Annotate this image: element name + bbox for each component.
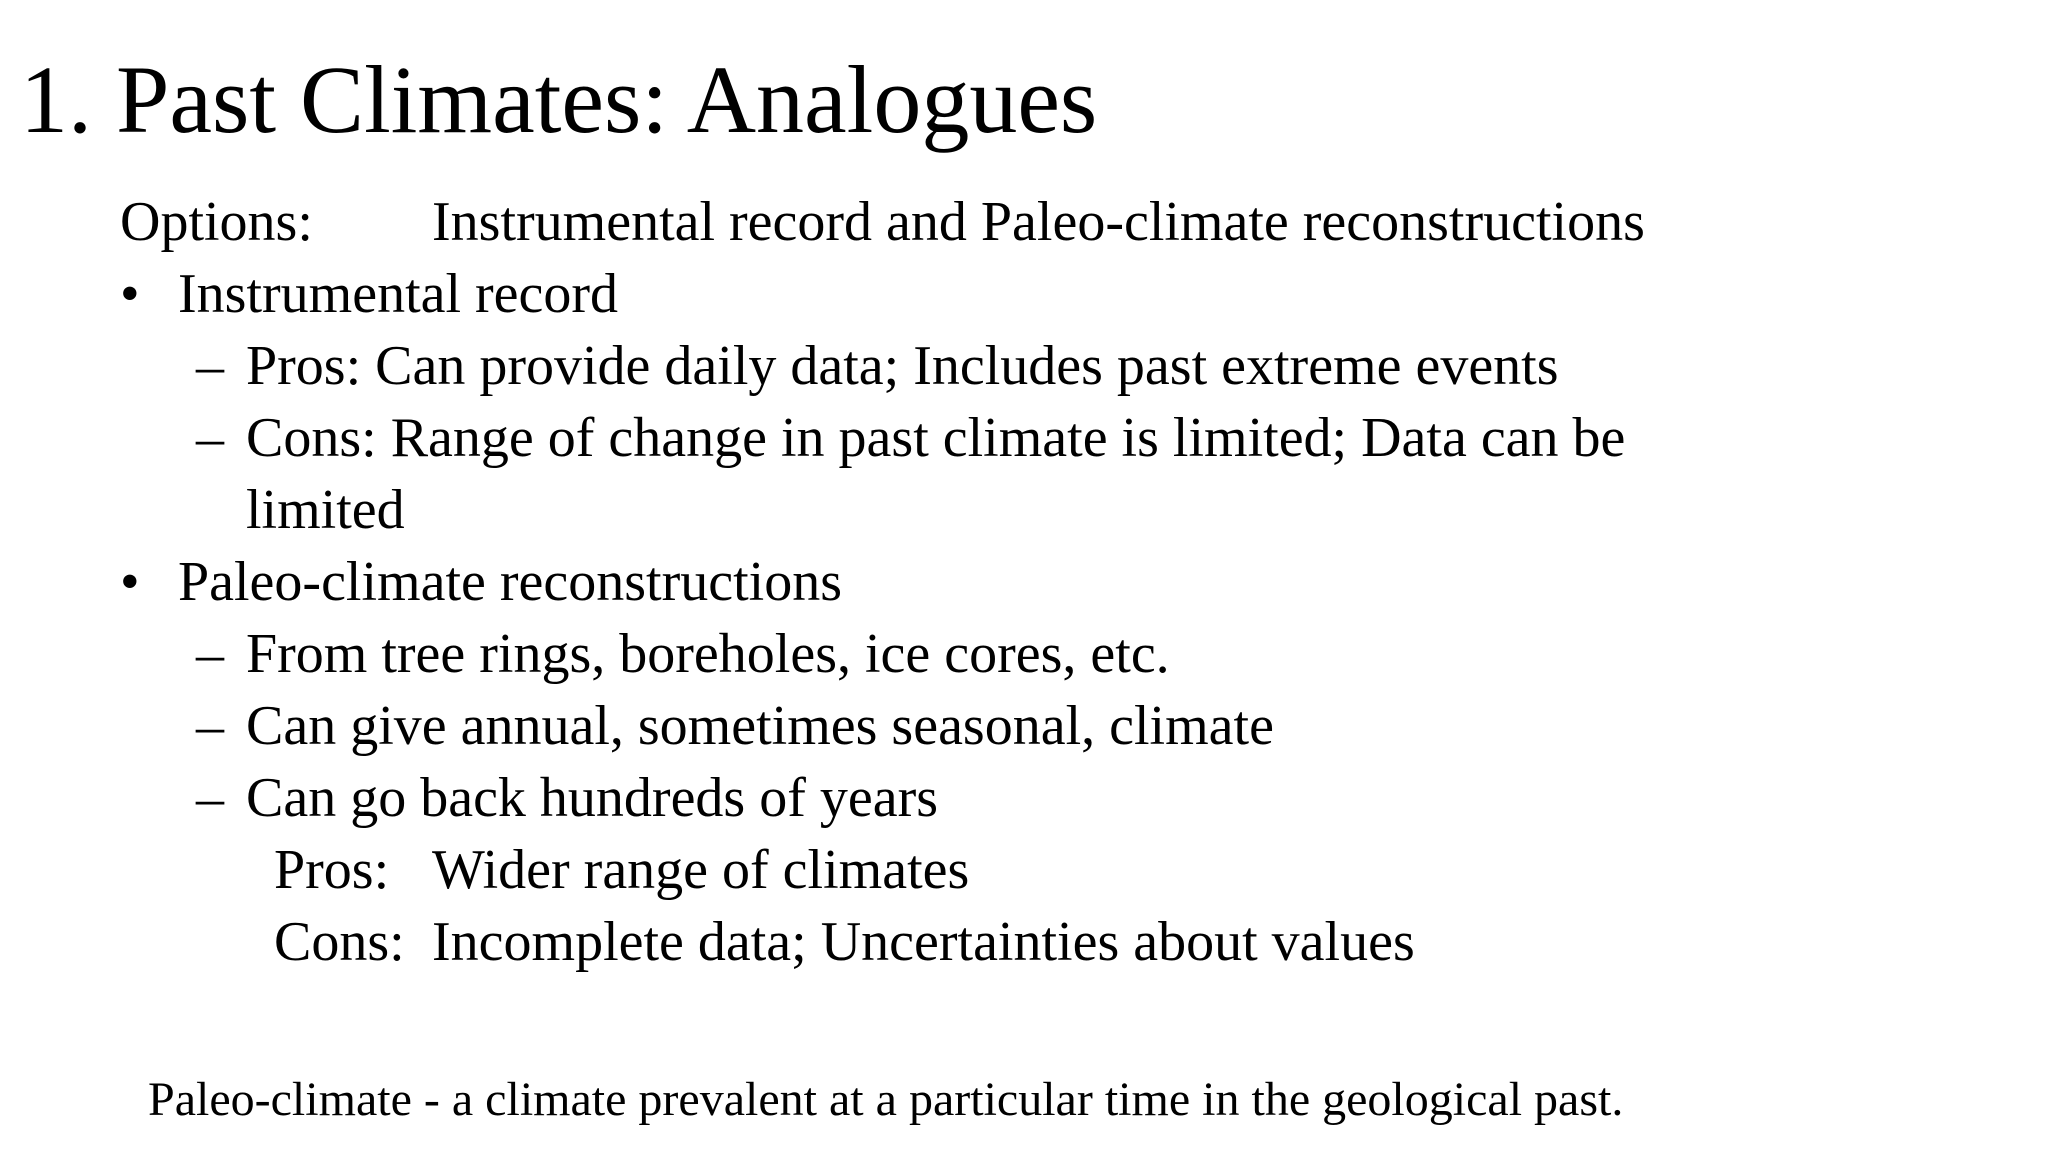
slide-title: 1. Past Climates: Analogues [20, 46, 1098, 153]
subitem-instrumental-cons-continued: limited [246, 479, 405, 541]
subitem-instrumental-cons: Cons: Range of change in past climate is limited; Data can be [246, 407, 1626, 469]
paleo-cons-label: Cons: [274, 911, 405, 973]
dash-marker: – [196, 767, 224, 829]
paleo-pros-label: Pros: [274, 839, 390, 901]
subitem-instrumental-pros: Pros: Can provide daily data; Includes past extreme events [246, 335, 1559, 397]
dash-marker: – [196, 695, 224, 757]
subitem-paleo-resolution: Can give annual, sometimes seasonal, climate [246, 695, 1274, 757]
dash-marker: – [196, 623, 224, 685]
subitem-paleo-sources: From tree rings, boreholes, ice cores, etc. [246, 623, 1170, 685]
options-value: Instrumental record and Paleo-climate reconstructions [432, 191, 1645, 253]
paleo-pros-text: Wider range of climates [432, 839, 970, 901]
subitem-paleo-timespan: Can go back hundreds of years [246, 767, 939, 829]
options-label: Options: [120, 191, 313, 253]
bullet-instrumental-record: Instrumental record [178, 263, 619, 325]
footnote-definition: Paleo-climate - a climate prevalent at a particular time in the geological past. [148, 1073, 1624, 1126]
paleo-cons-text: Incomplete data; Uncertainties about values [432, 911, 1415, 973]
bullet-marker: • [120, 263, 140, 325]
dash-marker: – [196, 407, 224, 469]
bullet-marker: • [120, 551, 140, 613]
bullet-paleo-climate-reconstructions: Paleo-climate reconstructions [178, 551, 842, 613]
dash-marker: – [196, 335, 224, 397]
